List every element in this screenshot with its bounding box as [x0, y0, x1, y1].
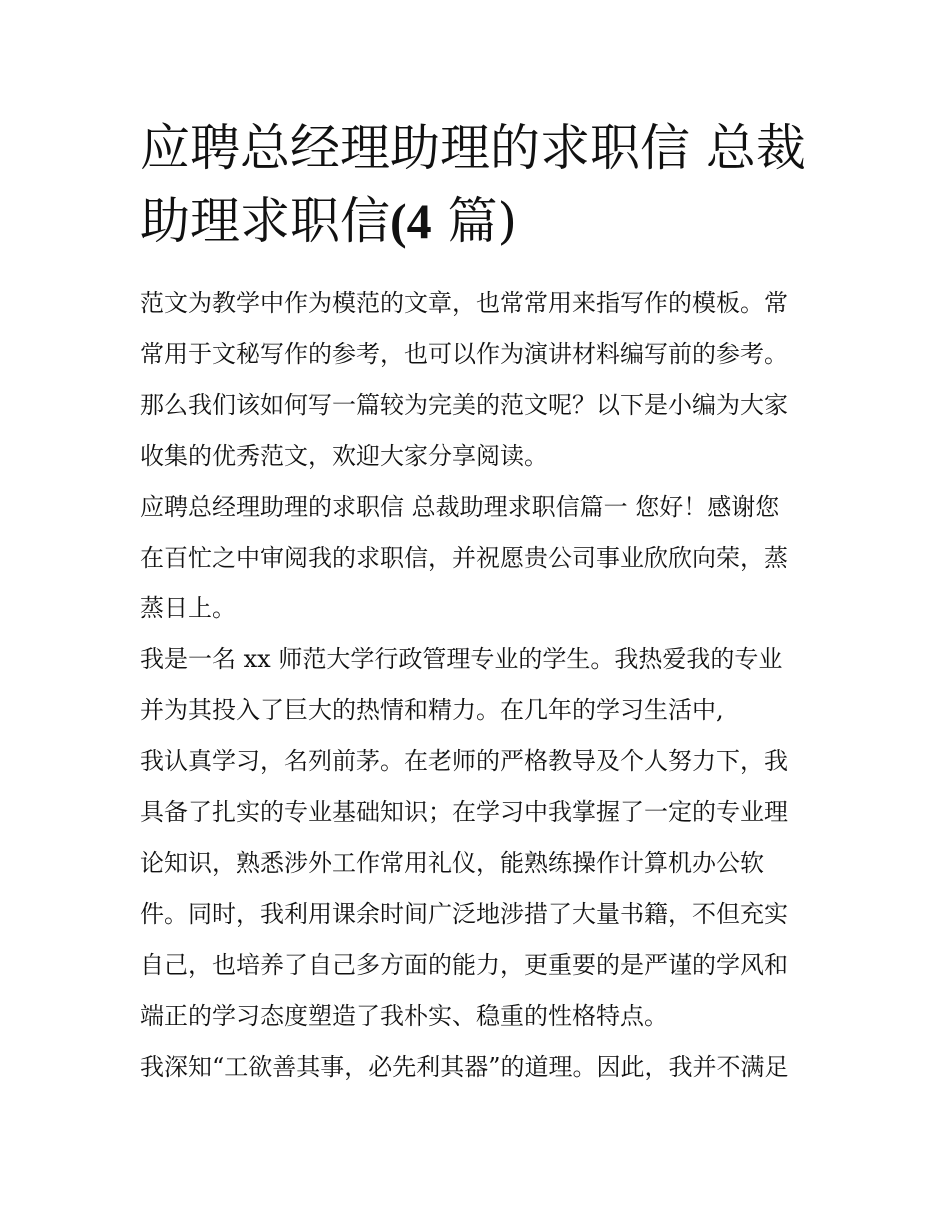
text-line: 应聘总经理助理的求职信 总裁助理求职信篇一 您好！感谢您: [140, 492, 780, 521]
text-line: 范文为教学中作为模范的文章，也常常用来指写作的模板。常: [140, 289, 788, 317]
paragraph-intro: [140, 278, 840, 482]
title-line-2: [140, 185, 840, 258]
text-line: 我认真学习，名列前茅。在老师的严格教导及个人努力下，我: [140, 747, 788, 776]
text-line: 我深知“工欲善其事，必先利其器”的道理。因此，我并不满足: [140, 1052, 789, 1081]
text-line: 蒸日上。: [140, 594, 236, 623]
text-line: 收集的优秀范文，欢迎大家分享阅读。: [140, 441, 548, 470]
text-line: 在百忙之中审阅我的求职信，并祝愿贵公司事业欣欣向荣，蒸: [140, 543, 788, 572]
text-line: 端正的学习态度塑造了我朴实、稳重的性格特点。: [140, 1001, 668, 1030]
paragraph-closing: [140, 1042, 840, 1093]
paragraph-study: [140, 736, 840, 1041]
paragraph-greeting: [140, 482, 840, 635]
text-line: 我是一名 xx 师范大学行政管理专业的学生。我热爱我的专业: [140, 645, 783, 674]
document-body: [140, 278, 840, 1093]
text-line: 并为其投入了巨大的热情和精力。在几年的学习生活中,: [140, 696, 724, 725]
title-line-1: 应聘总经理助理的求职信 总裁: [140, 119, 806, 177]
text-line: 自己，也培养了自己多方面的能力，更重要的是严谨的学风和: [140, 950, 788, 979]
title-count: (4: [390, 193, 432, 249]
text-line: 件。同时，我利用课余时间广泛地涉措了大量书籍，不但充实: [140, 899, 788, 928]
document-title: [140, 112, 840, 258]
text-line: 论知识，熟悉涉外工作常用礼仪，能熟练操作计算机办公软: [140, 848, 764, 877]
text-line: 常用于文秘写作的参考，也可以作为演讲材料编写前的参考。: [140, 339, 788, 368]
title-line-2-text: 助理求职信: [140, 192, 390, 250]
text-line: 具备了扎实的专业基础知识；在学习中我掌握了一定的专业理: [140, 798, 788, 827]
text-line: 那么我们该如何写一篇较为完美的范文呢？以下是小编为大家: [140, 390, 788, 419]
title-line-2-suffix: 篇): [431, 192, 518, 250]
paragraph-self-intro: [140, 634, 840, 736]
